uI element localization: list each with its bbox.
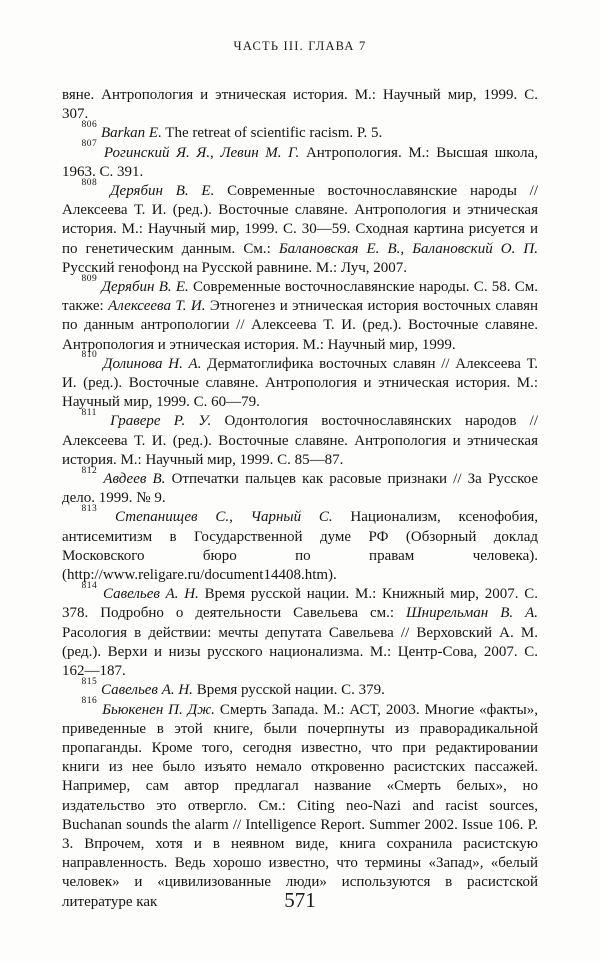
footnote-806 [62,119,538,143]
footnote-number: 815 [81,676,98,687]
footnote-text: Русский генофонд на Русской равнине. М.: Луч, 2007. [62,259,407,276]
footnote-number: 808 [81,177,98,188]
footnote-816 [62,696,538,912]
footnote-text: Антропология. М.: Высшая школа, 1963. С. 391. [62,144,538,180]
footnote-809 [62,273,539,355]
footnote-number: 809 [81,273,98,284]
footnote-812 [62,465,538,508]
author-name: Barkan E. [101,125,162,142]
footnote-list [62,119,539,911]
footnote-814 [62,580,539,681]
footnote-text: Время русской нации. С. 379. [192,682,385,699]
footnote-number: 812 [81,465,98,476]
author-name: Долинова Н. А. [102,355,202,372]
footnote-text: Этногенез и этническая история восточных славян по данным антропологии // Алексеева Т. И. (ред.). Восточные славяне. Антропология и этническая история. М.: Научный мир, 1999. [62,298,539,353]
author-name: Рогинский Я. Я., Левин М. Г. [103,144,300,161]
footnote-text: The retreat of scientific racism. P. 5. [161,125,383,142]
footnote-number: 814 [81,580,98,591]
footnote-text: Отпечатки пальцев как расовые признаки // За Русское дело. 1999. № 9. [62,471,538,507]
footnote-number: 807 [81,139,98,150]
footnote-number: 816 [81,696,98,706]
footnote-text: Одонтология восточнославянских народов // Алексеева Т. И. (ред.). Восточные славяне. Антропология и этническая история. М.: Научный мир, 1999. С. 85—87. [62,413,538,468]
footnote-text: Дерматоглифика восточных славян // Алексеева Т. И. (ред.). Восточные славяне. Антропология и этническая история. М.: Научный мир, 1999. С. 60—79. [62,355,539,411]
footnote-number: 810 [81,350,98,361]
author-name: Савельев А. Н. [101,682,193,699]
footnote-808 [62,177,539,278]
footnotes-block [62,86,538,912]
footnote-811 [62,407,538,470]
author-name: Алексеева Т. И. [108,298,206,315]
author-name: Авдеев В. [103,471,166,488]
author-name: Степанищев С., Чарный С. [115,509,333,526]
author-name: Савельев А. Н. [102,586,199,603]
footnote-number: 811 [81,407,97,418]
footnote-text: Расология в действии: мечты депутата Савельева // Верховский А. М. (ред.). Верхи и низы русского национализма. М.: Центр-Сова, 2007. С. 162—187. [62,624,538,680]
footnote-815 [62,676,538,700]
author-name: Дерябин В. Е. [101,279,189,296]
author-name: Бьюкенен П. Дж. [102,701,215,718]
footnote-continuation: вяне. Антропология и этническая история. М.: Научный мир, 1999. С. 307. [62,87,538,123]
footnote-number: 813 [81,503,98,514]
author-name: Шнирельман В. А. [406,605,538,622]
footnote-text: Смерть Запада. М.: АСТ, 2003. Многие «факты», приведенные в этой книге, были почерпнуты из праворадикальной пропаганды. Кроме того, сегодня известно, что при редактировании книги из нее было изъято немало откровенно расистских пассажей. Например, сам автор предлагал название «Смерть белых», но издательство это отвергло. См.: Citing neo-Nazi and racist sources, Buchanan sounds the alarm // Intelligence Report. Summer 2002. Issue 106. P. 3. Впрочем, хотя и в неявном виде, книга сохранила расистскую направленность. Ведь хорошо известно, что термины «Запад», «белый человек» и «цивилизованные люди» используются в расистской литературе как [62,701,538,910]
footnote-text: Время русской нации. М.: Книжный мир, 2007. С. 378. Подробно о деятельности Савельева см.: [62,586,539,622]
footnote-text: Национализм, ксенофобия, антисемитизм в Государственной думе РФ (Обзорный доклад Московского бюро по правам человека). (http://www.religare.ru/document14408.htm). [62,509,538,584]
footnote-text: Современные восточнославянские народы // Алексеева Т. И. (ред.). Восточные славяне. Антропология и этническая история. М.: Научный мир, 1999. С. 30—59. Сходная картина рисуется и по генетическим данным. См.: [62,183,539,257]
page-number: 571 [284,888,316,912]
footnote-807 [62,139,538,182]
footnote-813 [62,503,538,585]
author-name: Гравере Р. У. [110,413,212,430]
footnote-number: 806 [81,119,98,130]
author-name: Дерябин В. Е. [110,183,215,200]
footnote-text: Современные восточнославянские народы. С. 58. См. также: [62,279,539,315]
footnote-810 [62,350,539,413]
running-header: ЧАСТЬ III. ГЛАВА 7 [233,39,367,53]
author-name: Балановская Е. В., Балановский О. П. [278,240,539,257]
